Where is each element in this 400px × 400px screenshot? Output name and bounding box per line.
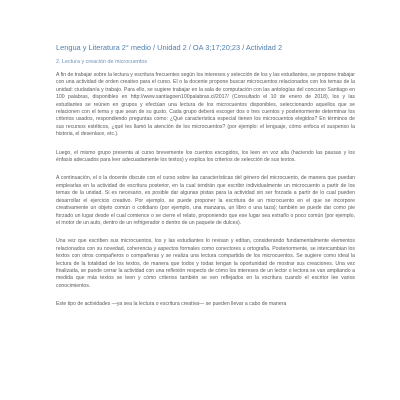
- paragraph-presentation: Luego, el mismo grupo presenta al curso brevemente los cuentos escogidos, los leen en voz alta (haciendo las pausas y los énfasis adecuados para leer adecuadamente los textos) y explica los criterios de selección de sus textos.: [56, 149, 355, 164]
- document-title: Lengua y Literatura 2° medio / Unidad 2 / OA 3;17;20;23 / Actividad 2: [56, 43, 283, 52]
- paragraph-intro: A fin de trabajar sobre la lectura y escritura frecuentes según los intereses y selección de los y las estudiantes, se propone trabajar con una actividad de orden creativo para el curso. El o la docente propone buscar microcuentos relacionados con los temas de la unidad: ciudadanía y trabajo. Para ello, se sugiere trabajar en la sala de computación con las antologías del concurso Santiago en 100 palabras, disponibles en http://www.santiagoen100palabras.cl/2017/ (Consultado el 10 de enero de 2018), los y las estudiantes se reúnen en grupos y efectúan una lectura de los microcuentos disponibles, seleccionando aquellos que se relacionen con el tema y que sean de su gusto. Cada grupo deberá escoger dos o tres cuentos y posteriormente determinar los criterios usados, respondiendo preguntas como: ¿Qué característica especial tienen los microcuentos elegidos? En términos de sus recursos estéticos, ¿qué les llamó la atención de los microcuentos? (por ejemplo: el lenguaje, cómo enfoca el suspenso la historia, el desenlace, etc.).: [56, 72, 355, 138]
- paragraph-revision: Una vez que escriben sus microcuentos, los y las estudiantes lo revisan y editan, considerando fundamentalmente elementos relacionados con su novedad, coherencia y aspectos formales como conectores u ortografía. Posteriormente, se intercambian los textos con otros compañeros o compañeras y se realiza una lectura compartida de los microcuentos. Se sugiere como ideal la lectura de la totalidad de los textos, de manera que todos y todas tengan la oportunidad de mostrar sus creaciones. Una vez finalizada, se puede cerrar la actividad con una reflexión respecto de cómo los intereses de un lector o lectora se van ampliando a medida que más textos se leen y cómo criterios también se ven reflejados en la escritura cuando el escritor lee varios conocimientos.: [56, 238, 355, 289]
- section-subtitle: 2. Lectura y creación de microcuentos: [56, 59, 148, 65]
- document-body: [56, 72, 355, 309]
- paragraph-closing: Este tipo de actividades —ya sea la lectura o escritura creativa— se pueden llevar a cabo de manera: [56, 301, 287, 308]
- paragraph-discussion: A continuación, el o la docente discute con el curso sobre las características del género del microcuento, de manera que puedan emplearlas en la actividad de escritura posterior, en la cual tendrán que escribir individualmente un microcuento a partir de los temas de la unidad. Si es necesario, es posible dar algunas pistas para la actividad sin ser forzada a partir de lo cual pueden desarrollar el ejercicio creativo. Por ejemplo, se puede proponer la escritura de un microcuento en el que se incorpore creativamente un objeto común o cotidiano (por ejemplo, una manzana, un libro o una taza); también se puede dar como pie forzado un lugar desde el cual comience o se cierre el relato, proponiendo que ese lugar sea extraño o poco común (por ejemplo, el motor de un auto, dentro de un refrigerador o dentro de un paquete de dulces).: [56, 175, 355, 226]
